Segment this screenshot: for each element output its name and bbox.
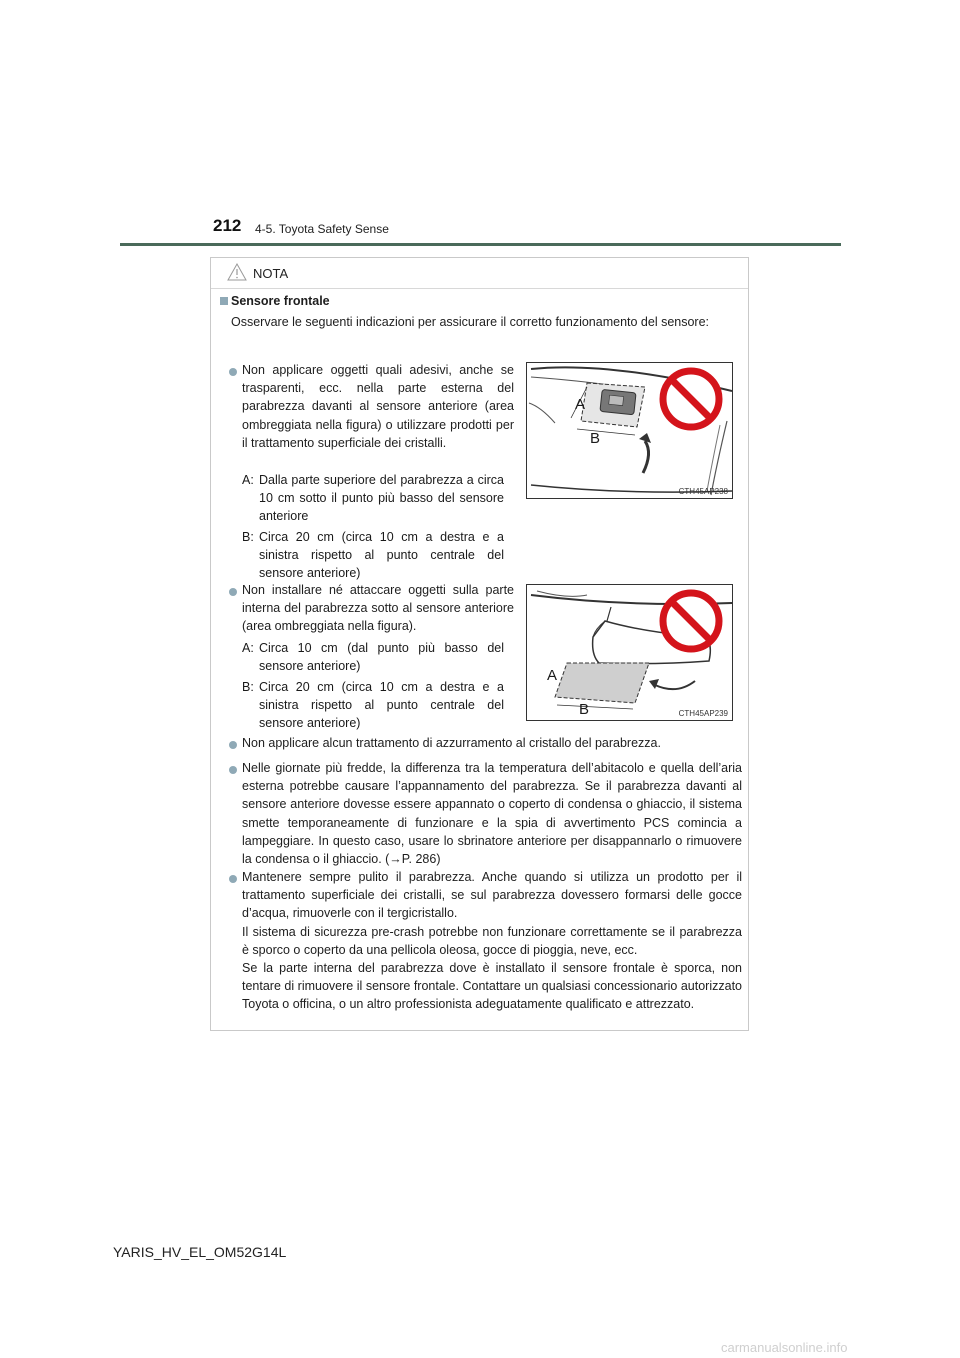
label-b-text: Circa 20 cm (circa 10 cm a destra e a sinistra rispetto al punto centrale del sensore anteriore) [259, 680, 504, 731]
page-number: 212 [213, 216, 242, 235]
intro-text: Osservare le seguenti indicazioni per assicurare il corretto funzionamento del sensore: [231, 315, 710, 329]
figure-windshield-inside [526, 584, 733, 721]
label-a-tag: A: [242, 473, 254, 487]
note-header [211, 258, 748, 289]
item5-paragraph1: Mantenere sempre pulito il parabrezza. Anche quando si utilizza un prodotto per il trattamento superficiale dei cristalli, se sul parabrezza dovessero formarsi delle gocce d’acqua, rimuoverle con il tergicristallo. [242, 870, 742, 921]
item3-text: Non applicare alcun trattamento di azzurramento al cristallo del parabrezza. [242, 736, 661, 750]
figure-code: CTH45AP238 [678, 487, 728, 496]
note-box [210, 257, 749, 1031]
round-bullet [229, 588, 237, 596]
round-bullet [229, 741, 237, 749]
warning-triangle-icon [227, 263, 247, 281]
figure-label-a: A [547, 667, 558, 684]
item2-text: Non installare né attaccare oggetti sulla parte interna del parabrezza sotto al sensore anteriore (area ombreggiata nella figura). [242, 583, 514, 634]
round-bullet [229, 368, 237, 376]
round-bullet [229, 766, 237, 774]
label-a-text: Circa 10 cm (dal punto più basso del sensore anteriore) [259, 641, 504, 674]
label-a-tag: A: [242, 641, 254, 655]
windshield-inside-illustration [527, 585, 732, 720]
item1-text: Non applicare oggetti quali adesivi, anche se trasparenti, ecc. nella parte esterna del parabrezza davanti al sensore anteriore (area ombreggiata nella figura) o utilizzare prodotti per il trattamento superficiale dei cristalli. [242, 363, 514, 450]
figure-label-b: B [590, 430, 601, 447]
item4-text: Nelle giornate più fredde, la differenza tra la temperatura dell’abitacolo e quella dell’aria esterna potrebbe causare l’appannamento del parabrezza. Se il parabrezza davanti al sensore anteriore dovesse essere appannato o coperto di condensa o ghiaccio, il sistema smette temporaneamente di funzionare e la spia di avvertimento PCS comincia a lampeggiare. In questo caso, usare lo sbrinatore anteriore per disappannarlo o rimuovere la condensa o il ghiaccio. (→P. 286) [242, 761, 742, 867]
item5-paragraph2: Il sistema di sicurezza pre-crash potrebbe non funzionare correttamente se il parabrezza è sporco o coperto da una pellicola oleosa, gocce di pioggia, neve, ecc. [242, 925, 742, 958]
label-b-text: Circa 20 cm (circa 10 cm a destra e a sinistra rispetto al punto centrale del sensore anteriore) [259, 530, 504, 581]
windshield-outside-illustration [527, 363, 732, 498]
figure-label-a: A [575, 396, 586, 413]
header-rule [120, 243, 841, 246]
item5-paragraph3: Se la parte interna del parabrezza dove è installato il sensore frontale è sporca, non tentare di rimuovere il sensore frontale. Contattare un qualsiasi concessionario autorizzato Toyota o officina, o un altro professionista adeguatamente qualificato e attrezzato. [242, 961, 742, 1012]
square-bullet [220, 297, 228, 305]
label-b-tag: B: [242, 530, 254, 544]
label-a-text: Dalla parte superiore del parabrezza a circa 10 cm sotto il punto più basso del sensore anteriore [259, 473, 504, 524]
label-b-tag: B: [242, 680, 254, 694]
footer-doc-code: YARIS_HV_EL_OM52G14L [113, 1244, 287, 1260]
section-heading: Sensore frontale [231, 294, 330, 308]
round-bullet [229, 875, 237, 883]
watermark: carmanualsonline.info [721, 1340, 848, 1355]
section-title: 4-5. Toyota Safety Sense [255, 222, 389, 236]
figure-label-b: B [579, 701, 590, 718]
note-title: NOTA [253, 266, 289, 281]
figure-code: CTH45AP239 [678, 709, 728, 718]
figure-windshield-outside [526, 362, 733, 499]
